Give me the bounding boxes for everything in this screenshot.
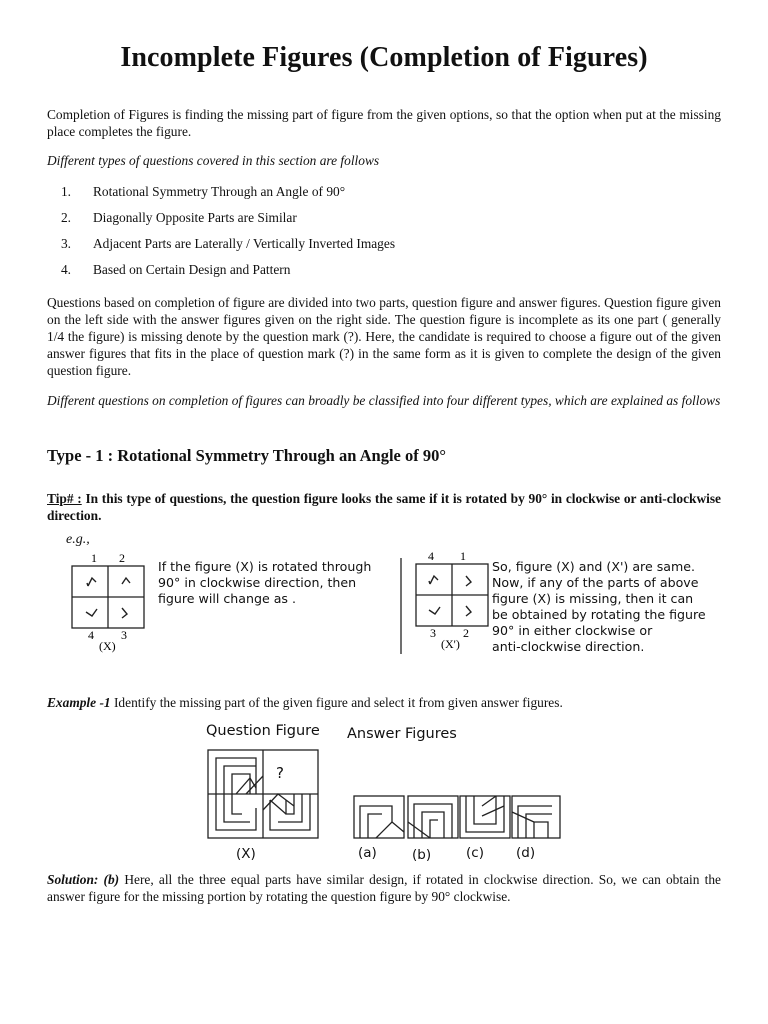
- list-item: 2. Diagonally Opposite Parts are Similar: [60, 210, 297, 225]
- divider-line: [400, 558, 402, 658]
- answer-figures: [352, 792, 562, 866]
- page-title: Incomplete Figures (Completion of Figures): [120, 42, 648, 73]
- question-figure: [206, 748, 326, 866]
- figure-x-prime: [408, 548, 498, 653]
- svg-text:(b): (b): [412, 847, 432, 863]
- svg-text:3: 3: [121, 628, 127, 642]
- svg-text:(d): (d): [516, 845, 536, 861]
- intro-paragraph: Completion of Figures is finding the missing part of figure from the given options, so that the option when put at the missing place completes the figure.: [47, 107, 721, 139]
- example1-text: Identify the missing part of the given figure and select it from given answer figures.: [113, 695, 563, 710]
- list-item: 4. Based on Certain Design and Pattern: [60, 262, 291, 277]
- svg-text:(c): (c): [466, 845, 484, 861]
- solution-paragraph: [47, 871, 721, 905]
- explanation-paragraph: Questions based on completion of figure are divided into two parts, question figure and answer figures. Question figure given on the left side with the answer figures given on the right side. The question figure is incomplete as its one part ( generally 1/4 the figure) is missing denote by the question mark (?). Here, the candidate is required to choose a figure out of the given answer figures that fits in the place of question mark (?) in the same form as it is given to complete the design of the given question figure.: [47, 295, 721, 378]
- eg-right-text: So, figure (X) and (X') are same. Now, if any of the parts of above figure (X) is missing, then it can be obtained by rotating the figure 90° in either clockwise or anti-clockwise direction.: [492, 559, 706, 654]
- example1-paragraph: [47, 694, 721, 711]
- list-item: 3. Adjacent Parts are Laterally / Vertically Inverted Images: [60, 236, 396, 251]
- svg-text:1: 1: [91, 551, 97, 565]
- solution-label: Solution: (b): [47, 872, 120, 887]
- type1-heading: Type - 1 : Rotational Symmetry Through an Angle of 90°: [47, 446, 446, 465]
- classification-paragraph: Different questions on completion of figures can broadly be classified into four different types, which are explained as follows: [47, 393, 721, 408]
- types-heading: Different types of questions covered in this section are follows: [47, 153, 380, 168]
- svg-text:2: 2: [463, 626, 469, 640]
- svg-text:4: 4: [428, 549, 434, 563]
- tip-tag: Tip# :: [47, 491, 82, 506]
- eg-left-text: If the figure (X) is rotated through 90° in clockwise direction, then figure will change as .: [158, 559, 372, 606]
- solution-text: Here, all the three equal parts have similar design, if rotated in clockwise direction. So, we can obtain the answer figure for the missing portion by rotating the question figure by 90° clockwise.: [47, 872, 721, 904]
- tip-paragraph: [47, 490, 721, 524]
- tip-text: In this type of questions, the question figure looks the same if it is rotated by 90° in clockwise or anti-clockwise direction.: [47, 491, 722, 523]
- types-list: [47, 183, 395, 287]
- question-figure-title: Question Figure: [206, 723, 320, 739]
- svg-text:(a): (a): [358, 845, 377, 861]
- svg-text:(X): (X): [236, 846, 256, 862]
- answer-figures-title: Answer Figures: [347, 726, 457, 742]
- figure-x: [64, 550, 154, 655]
- list-item: 1. Rotational Symmetry Through an Angle of 90°: [60, 184, 346, 199]
- example1-label: Example -1: [47, 695, 111, 710]
- svg-text:3: 3: [430, 626, 436, 640]
- svg-text:(X): (X): [99, 639, 116, 653]
- svg-text:1: 1: [460, 549, 466, 563]
- eg-label: e.g.,: [66, 532, 90, 547]
- svg-text:(X'): (X'): [441, 637, 460, 651]
- svg-text:2: 2: [119, 551, 125, 565]
- missing-part-mark: ?: [276, 764, 284, 782]
- svg-text:4: 4: [88, 628, 94, 642]
